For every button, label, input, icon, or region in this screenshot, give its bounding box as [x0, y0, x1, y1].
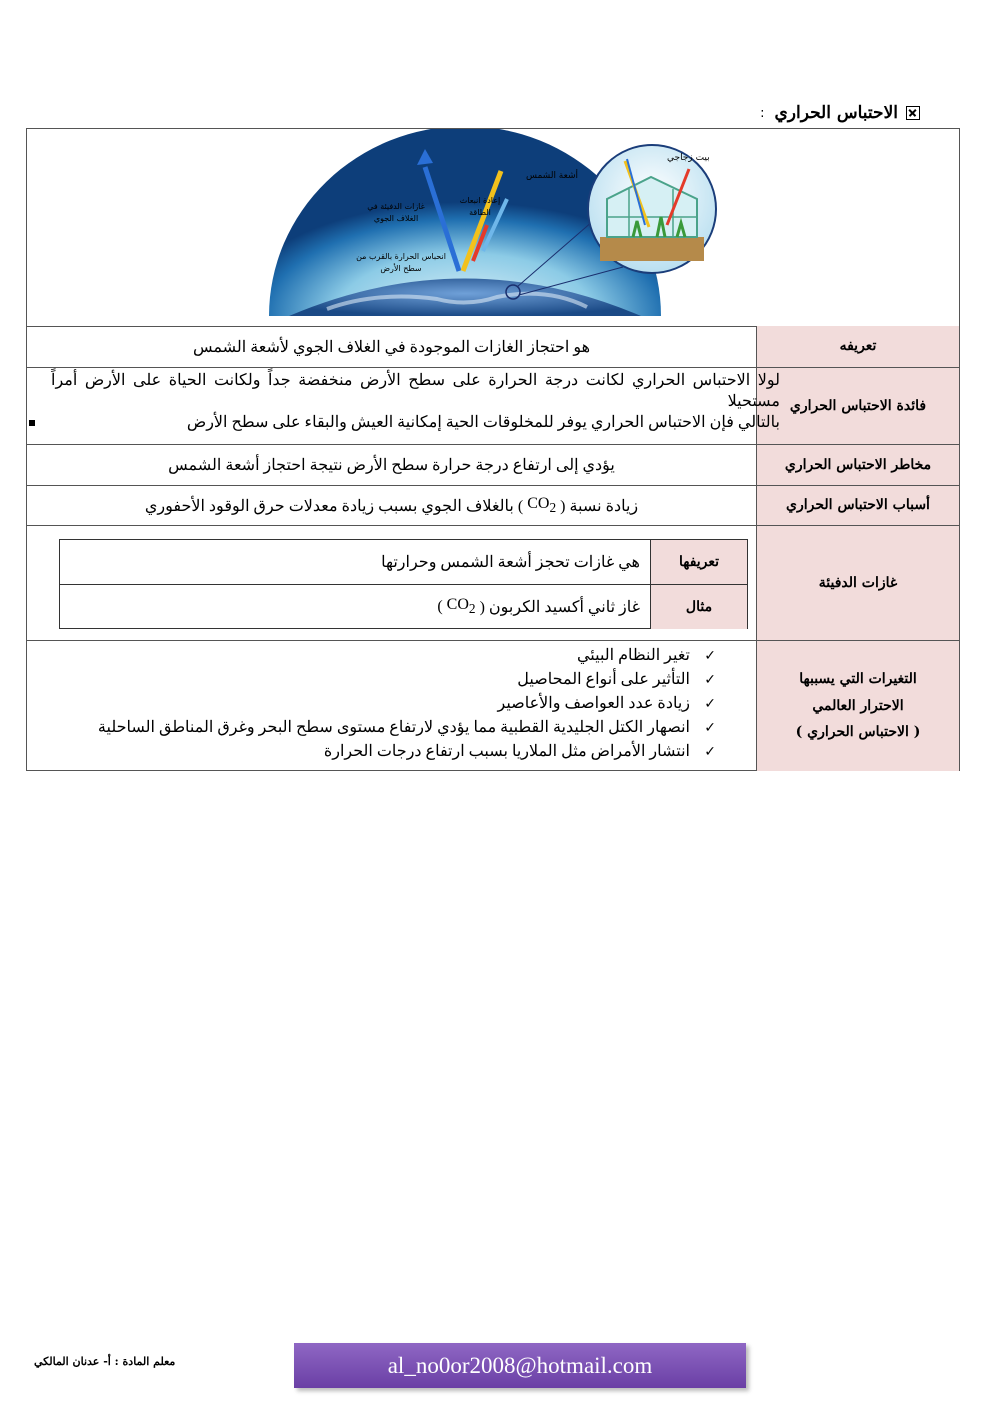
checkmark-icon: ✓: [704, 744, 716, 760]
checkmark-icon: ✓: [704, 648, 716, 664]
gases-definition-row: [60, 540, 747, 585]
causes-row: [27, 486, 959, 526]
benefit-content: [27, 368, 816, 444]
greenhouse-label: بيت زجاجي: [667, 153, 710, 163]
benefit-bullet: [51, 412, 780, 433]
title-colon: :: [760, 105, 765, 121]
definition-text: هو احتجاز الغازات الموجودة في الغلاف الجوي لأشعة الشمس: [192, 338, 591, 356]
gases-definition-label: تعريفها: [650, 540, 747, 584]
causes-text-before: زيادة نسبة (: [560, 497, 639, 515]
benefit-line-2: بالتالي فإن الاحتباس الحراري يوفر للمخلوقات الحية إمكانية العيش والبقاء على سطح الأرض: [186, 414, 780, 431]
list-item: ✓ انصهار الكتل الجليدية القطبية مما يؤدي لارتفاع مستوى سطح البحر وغرق المناطق الساحلية: [27, 716, 716, 740]
checkmark-icon: ✓: [704, 672, 716, 688]
greenhouse-gases-row: [27, 526, 959, 641]
benefit-line-1: لولا الاحتباس الحراري لكانت درجة الحرارة على سطح الأرض منخفضة جداً ولكانت الحياة على الأرض أمراً مستحيلا: [51, 372, 780, 410]
benefit-label: فائدة الاحتباس الحراري: [756, 368, 959, 444]
trapped-heat-label: انحباس الحرارة بالقرب من سطح الأرض: [356, 252, 446, 273]
checkmark-icon: ✓: [704, 696, 716, 712]
checkmark-icon: ✓: [704, 720, 716, 736]
benefit-row: [27, 368, 959, 445]
gases-example-text: غاز ثاني أكسيد الكربون ( $CO_2$ ): [437, 596, 640, 617]
gases-label: غازات الدفيئة في الغلاف الجوي: [367, 202, 425, 223]
changes-content: [27, 641, 756, 771]
greenhouse-gases-content: [27, 526, 756, 640]
list-item: ✓ انتشار الأمراض مثل الملاريا بسبب ارتفاع درجات الحرارة: [27, 740, 716, 764]
sun-rays-label: أشعة الشمس: [526, 171, 579, 181]
greenhouse-table: [26, 128, 960, 771]
changes-list: [27, 641, 756, 764]
email-address[interactable]: al_no0or2008@hotmail.com: [387, 1352, 653, 1378]
list-item: ✓ زيادة عدد العواصف والأعاصير: [27, 692, 716, 716]
changes-row: [27, 641, 959, 771]
causes-text: [27, 486, 756, 525]
co2-formula: $CO_2$: [527, 494, 557, 516]
dangers-row: [27, 445, 959, 486]
dangers-label: مخاطر الاحتباس الحراري: [756, 445, 959, 485]
gases-inner-table: [59, 539, 748, 629]
definition-label: تعريفه: [756, 326, 959, 367]
gases-definition-text: هي غازات تحجز أشعة الشمس وحرارتها: [381, 554, 640, 571]
list-item: ✓ تغير النظام البيئي: [27, 644, 716, 668]
reemission-label: إعادة انبعاث الطاقة: [459, 196, 501, 217]
causes-text-after: ) بالغلاف الجوي بسبب زيادة معدلات حرق الوقود الأحفوري: [144, 497, 524, 515]
greenhouse-illustration: [27, 129, 959, 327]
definition-row: [27, 326, 959, 368]
checkbox-x-icon: [906, 106, 920, 120]
gases-example-row: [60, 585, 747, 629]
page-title: الاحتباس الحراري: [774, 103, 898, 123]
greenhouse-gases-label: غازات الدفيئة: [756, 526, 959, 640]
changes-label: التغيرات التي يسببها الاحترار العالمي ( الاحتباس الحراري ): [756, 641, 959, 771]
teacher-name: معلم المادة : أ- عدنان المالكي: [34, 1355, 176, 1368]
section-heading: [760, 100, 920, 126]
greenhouse-diagram: [27, 129, 959, 326]
dangers-text: يؤدي إلى ارتفاع درجة حرارة سطح الأرض نتيجة احتجاز أشعة الشمس: [168, 457, 615, 474]
gases-example-label: مثال: [650, 585, 747, 629]
square-bullet-icon: [29, 420, 35, 426]
causes-label: أسباب الاحتباس الحراري: [756, 486, 959, 525]
email-banner: [294, 1343, 746, 1388]
list-item: ✓ التأثير على أنواع المحاصيل: [27, 668, 716, 692]
